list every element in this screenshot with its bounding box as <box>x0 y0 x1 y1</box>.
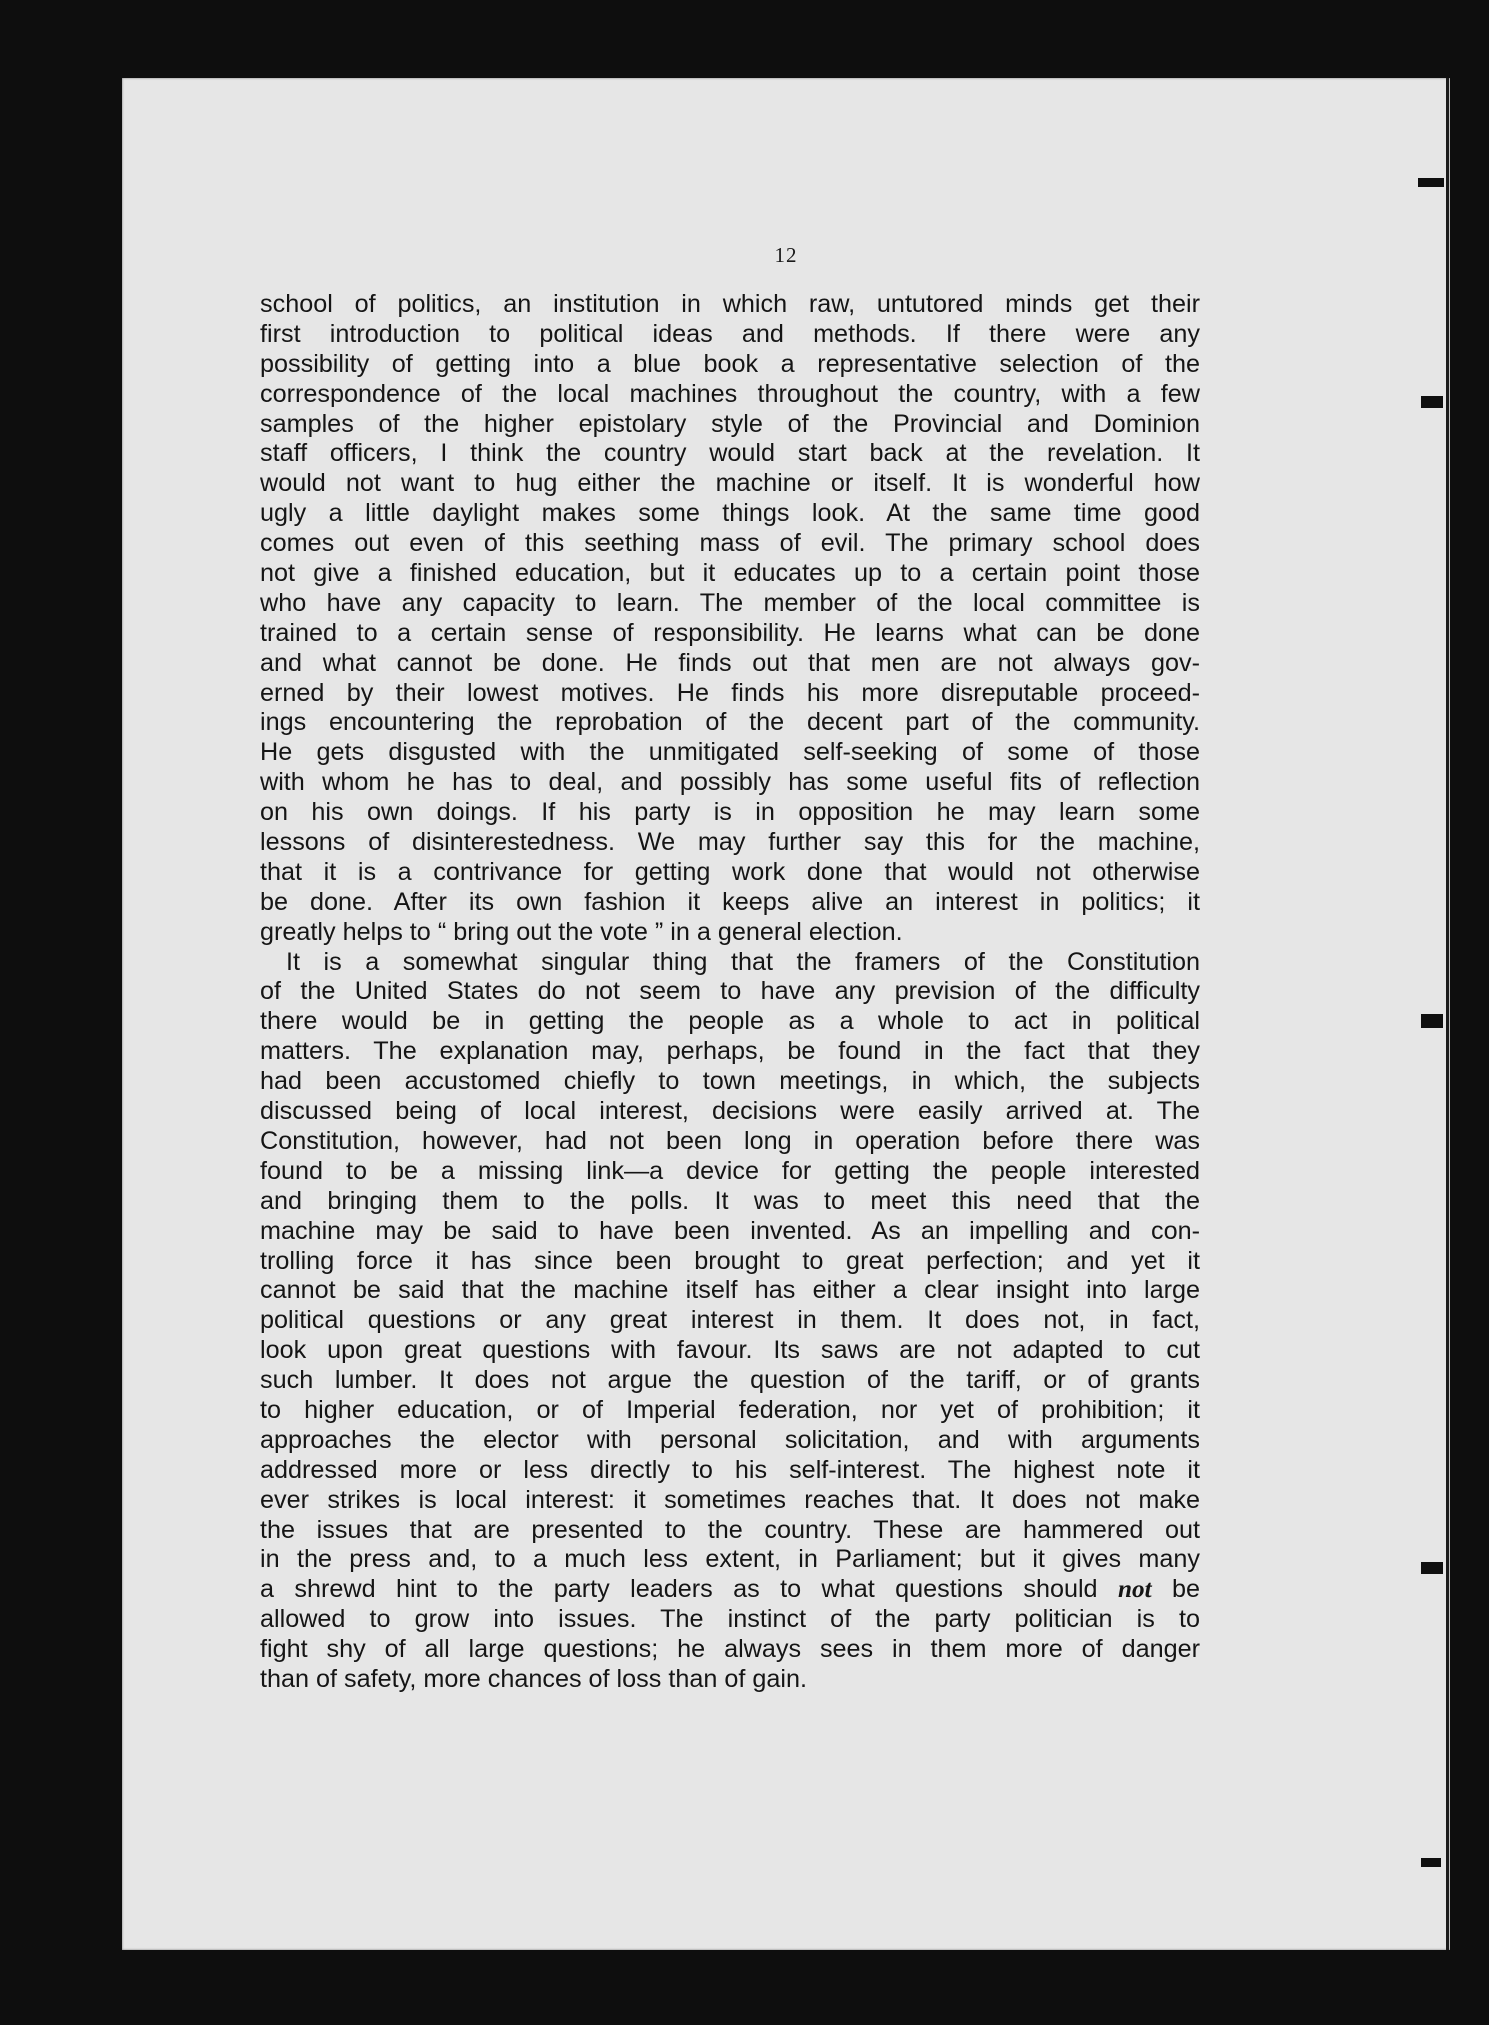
text-line: than of safety, more chances of loss than of gain. <box>260 1664 807 1693</box>
body-text <box>260 290 1200 1695</box>
page-number: 12 <box>774 243 798 267</box>
text-line: school of politics, an institution in which raw, untutored minds get their <box>260 290 1200 318</box>
text-line: to higher education, or of Imperial federation, nor yet of prohibition; it <box>260 1395 1200 1424</box>
text-line: political questions or any great interest in them. It does not, in fact, <box>260 1306 1200 1335</box>
text-line: with whom he has to deal, and possibly has some useful fits of reflection <box>260 768 1200 797</box>
text-line: He gets disgusted with the unmitigated self-seeking of some of those <box>260 738 1200 767</box>
binding-clip-mark <box>1418 178 1444 187</box>
text-line: It is a somewhat singular thing that the framers of the Constitution <box>286 947 1200 976</box>
text-line: of the United States do not seem to have any prevision of the difficulty <box>260 977 1200 1006</box>
text-line: ever strikes is local interest: it sometimes reaches that. It does not make <box>260 1485 1200 1514</box>
text-line: possibility of getting into a blue book a representative selection of the <box>260 349 1200 378</box>
text-line: on his own doings. If his party is in opposition he may learn some <box>260 798 1200 827</box>
text-line: and what cannot be done. He finds out that men are not always gov- <box>260 648 1200 677</box>
text-line: fight shy of all large questions; he always sees in them more of danger <box>260 1635 1200 1664</box>
text-line: trained to a certain sense of responsibility. He learns what can be done <box>260 618 1200 647</box>
text-line: and bringing them to the polls. It was to meet this need that the <box>260 1186 1200 1215</box>
text-line: correspondence of the local machines throughout the country, with a few <box>260 379 1200 408</box>
text-line: trolling force it has since been brought to great perfection; and yet it <box>260 1246 1200 1275</box>
emphasis-word: not <box>1117 1576 1152 1604</box>
text-line: erned by their lowest motives. He finds his more disreputable proceed- <box>260 678 1200 707</box>
text-line: Constitution, however, had not been long in operation before there was <box>260 1126 1200 1155</box>
text-line: who have any capacity to learn. The member of the local committee is <box>260 588 1200 617</box>
text-line: there would be in getting the people as a whole to act in political <box>260 1007 1200 1036</box>
text-line: found to be a missing link—a device for getting the people interested <box>260 1156 1200 1185</box>
text-line: machine may be said to have been invented. As an impelling and con- <box>260 1216 1200 1245</box>
binding-edge <box>1446 78 1449 1950</box>
text-line: discussed being of local interest, decisions were easily arrived at. The <box>260 1097 1200 1126</box>
text-line: would not want to hug either the machine or itself. It is wonderful how <box>260 469 1200 498</box>
text-line: addressed more or less directly to his self-interest. The highest note it <box>260 1455 1200 1484</box>
text-line: allowed to grow into issues. The instinct of the party politician is to <box>260 1605 1200 1634</box>
text-line: matters. The explanation may, perhaps, be found in the fact that they <box>260 1037 1200 1066</box>
text-line: look upon great questions with favour. Its saws are not adapted to cut <box>260 1336 1200 1365</box>
text-line: the issues that are presented to the country. These are hammered out <box>260 1515 1200 1544</box>
text-line: a shrewd hint to the party leaders as to what questions should not be <box>260 1575 1200 1604</box>
text-line: lessons of disinterestedness. We may further say this for the machine, <box>260 828 1200 857</box>
text-line: staff officers, I think the country would start back at the revelation. It <box>260 439 1200 468</box>
text-line: in the press and, to a much less extent, in Parliament; but it gives many <box>260 1545 1200 1574</box>
text-line: approaches the elector with personal solicitation, and with arguments <box>260 1425 1200 1454</box>
text-line: that it is a contrivance for getting work done that would not otherwise <box>260 857 1200 886</box>
text-line: greatly helps to “ bring out the vote ” in a general election. <box>260 917 903 946</box>
binding-clip-mark <box>1421 1562 1443 1574</box>
binding-clip-mark <box>1421 1014 1443 1028</box>
text-line: not give a finished education, but it educates up to a certain point those <box>260 559 1200 588</box>
text-line: cannot be said that the machine itself has either a clear insight into large <box>260 1276 1200 1305</box>
text-line: samples of the higher epistolary style of the Provincial and Dominion <box>260 409 1200 438</box>
text-line: first introduction to political ideas and methods. If there were any <box>260 319 1200 348</box>
text-line: ings encountering the reprobation of the decent part of the community. <box>260 708 1200 737</box>
text-line: ugly a little daylight makes some things look. At the same time good <box>260 499 1200 528</box>
binding-clip-mark <box>1421 1858 1441 1867</box>
text-line: had been accustomed chiefly to town meetings, in which, the subjects <box>260 1067 1200 1096</box>
text-line: such lumber. It does not argue the question of the tariff, or of grants <box>260 1366 1200 1395</box>
page <box>122 78 1450 1950</box>
text-line: comes out even of this seething mass of evil. The primary school does <box>260 529 1200 558</box>
text-line: be done. After its own fashion it keeps alive an interest in politics; it <box>260 887 1200 916</box>
binding-clip-mark <box>1421 396 1443 408</box>
emphasis-following-word: be <box>1171 1575 1200 1604</box>
